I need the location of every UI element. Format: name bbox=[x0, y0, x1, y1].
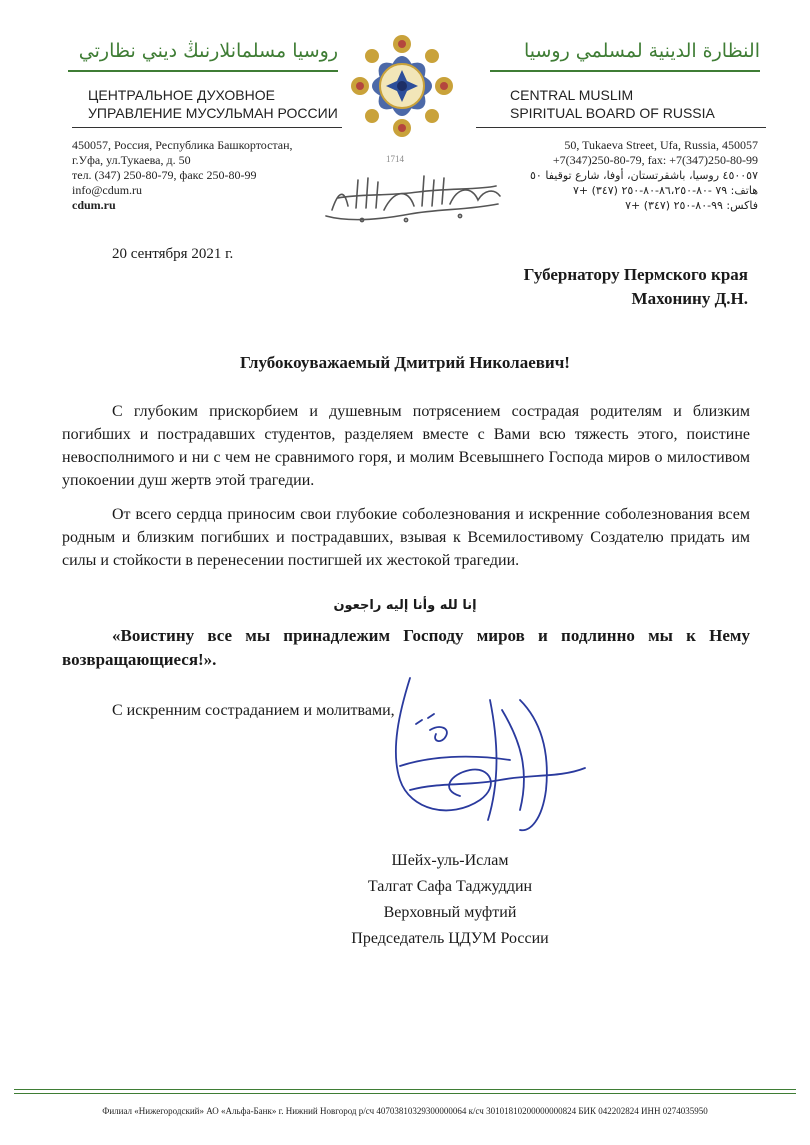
address-en-ar bbox=[530, 138, 758, 213]
org-name-ru bbox=[88, 86, 338, 122]
recipient bbox=[524, 263, 748, 311]
arabic-banner-right: النظارة الدينية لمسلمي روسيا bbox=[523, 40, 760, 62]
banner-underline-left bbox=[68, 70, 338, 72]
banner-underline-right bbox=[490, 70, 760, 72]
address-en-line: 50, Tukaeva Street, Ufa, Russia, 450057 bbox=[564, 138, 758, 152]
signer-position: Верховный муфтий bbox=[383, 904, 517, 921]
header-rule-left bbox=[72, 127, 342, 128]
signer-position: Председатель ЦДУМ России bbox=[351, 930, 549, 947]
org-name-ru-line: ЦЕНТРАЛЬНОЕ ДУХОВНОЕ bbox=[88, 87, 275, 103]
greeting: Глубокоуважаемый Дмитрий Николаевич! bbox=[240, 353, 570, 372]
address-ar-line: هاتف: ٧٩ -٨٠-٨٦،٢٥٠-٨٠-٢٥٠ (٣٤٧) +٧ bbox=[572, 184, 758, 197]
address-ru bbox=[72, 138, 293, 213]
letter-date: 20 сентября 2021 г. bbox=[112, 246, 234, 262]
website-link[interactable]: cdum.ru bbox=[72, 198, 116, 212]
address-ru-line: 450057, Россия, Республика Башкортостан, bbox=[72, 138, 293, 152]
signer-block bbox=[270, 848, 630, 952]
signature-icon bbox=[370, 670, 600, 840]
registration-mark: 1714 bbox=[386, 154, 404, 164]
signer-title: Шейх-уль-Ислам bbox=[391, 852, 509, 869]
header-rule-right bbox=[476, 127, 766, 128]
org-name-en-line: SPIRITUAL BOARD OF RUSSIA bbox=[510, 105, 715, 121]
paragraph-sympathy: От всего сердца приносим свои глубокие соболезнования и искренние соболезнования всем родным и близким погибших и пострадавших, взывая к Всемилостивому Создателю придать им силы и стойкости в перенесении постигшей их жестокой трагедии. bbox=[62, 506, 750, 569]
footer-rule bbox=[14, 1093, 796, 1094]
address-ar-line: ٤٥٠٠٥٧ روسيا، باشقرتستان، أوفا، شارع توقيفا ٥٠ bbox=[530, 169, 758, 182]
address-ar-line: فاكس: ٩٩-٨٠-٢٥٠ (٣٤٧) +٧ bbox=[625, 199, 758, 212]
org-name-en bbox=[510, 86, 715, 122]
footer-rule bbox=[14, 1089, 796, 1090]
paragraph-condolence: С глубоким прискорбием и душевным потрясением сострадая родителям и близким погибших и пострадавших студентов, разделяем вместе с Вами всю тяжесть этого, поистине невосполнимого и ни с чем не сравнимого горя, и молим Всевышнего Господа миров о милостивом упокоении душ жертв этой трагедии. bbox=[62, 403, 750, 489]
arabic-verse: إنا لله وأنا إليه راجعون bbox=[333, 598, 477, 613]
address-ru-line: г.Уфа, ул.Тукаева, д. 50 bbox=[72, 153, 191, 167]
recipient-line: Губернатору Пермского края bbox=[523, 265, 748, 284]
org-name-en-line: CENTRAL MUSLIM bbox=[510, 87, 634, 103]
closing-line: С искренним состраданием и молитвами, bbox=[112, 702, 395, 719]
arabic-banner-left: روسيا مسلمانلارنىڭ ديني نظارتي bbox=[78, 40, 338, 62]
recipient-line: Махонину Д.Н. bbox=[631, 289, 748, 308]
address-en-line: +7(347)250-80-79, fax: +7(347)250-80-99 bbox=[552, 153, 758, 167]
org-name-ru-line: УПРАВЛЕНИЕ МУСУЛЬМАН РОССИИ bbox=[88, 105, 338, 121]
address-ru-line: тел. (347) 250-80-79, факс 250-80-99 bbox=[72, 168, 257, 182]
signer-name: Талгат Сафа Таджуддин bbox=[367, 878, 533, 895]
bank-details: Филиал «Нижегородский» АО «Альфа-Банк» г. Нижний Новгород р/сч 40703810329300000064 к/сч 30101810200000000824 БИК 042202824 ИНН 0274035950 bbox=[102, 1106, 708, 1116]
basmala-calligraphy-icon bbox=[318, 170, 506, 226]
emblem-icon bbox=[344, 30, 460, 142]
email-link[interactable]: info@cdum.ru bbox=[72, 183, 143, 197]
quote: «Воистину все мы принадлежим Господу миров и подлинно мы к Нему возвращающиеся!». bbox=[62, 626, 750, 669]
